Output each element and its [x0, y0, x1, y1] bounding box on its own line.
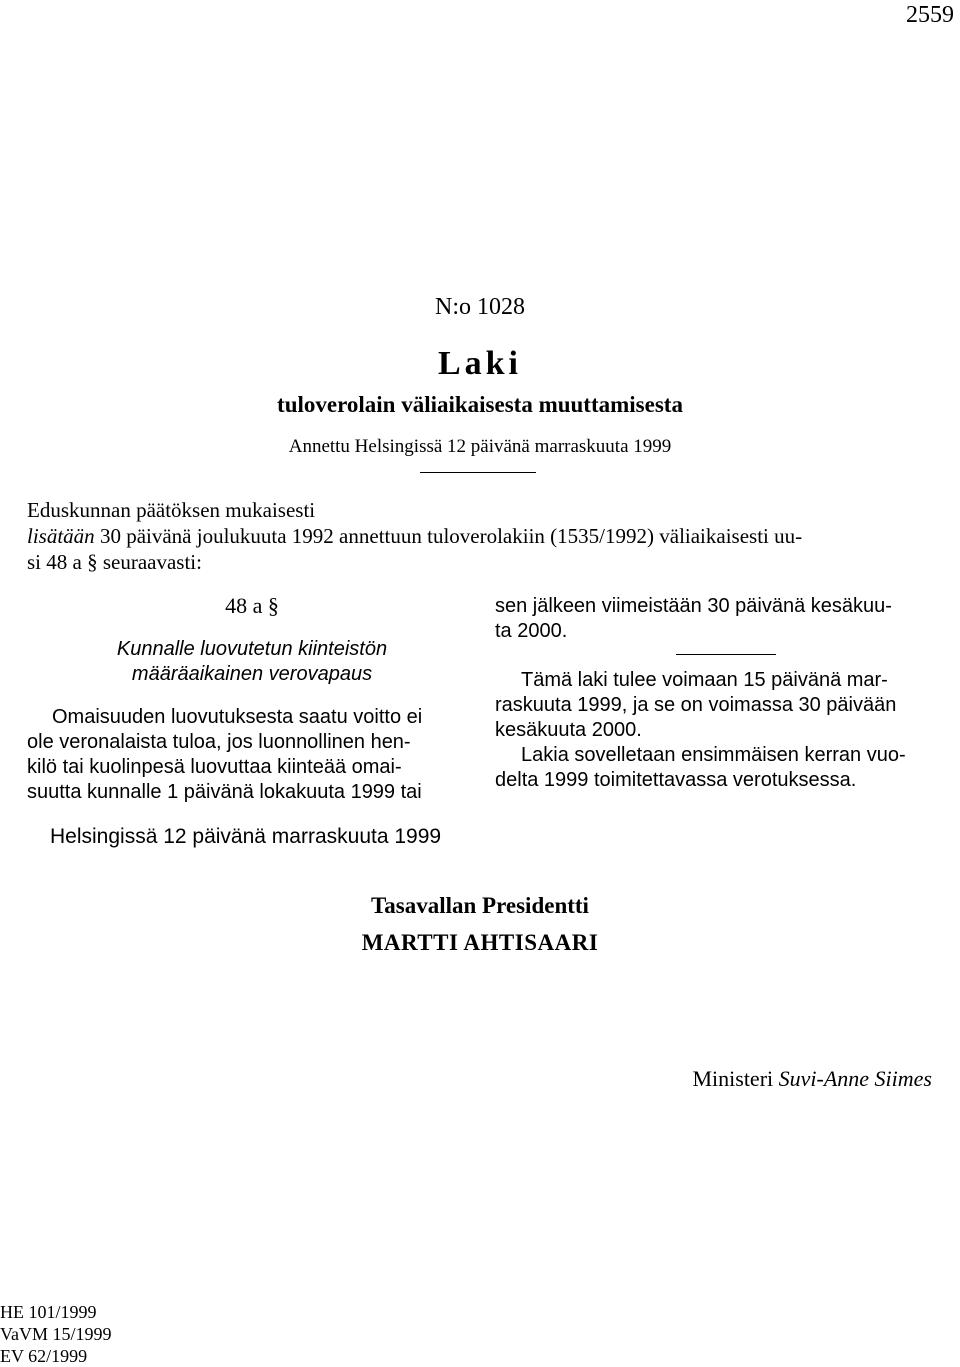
intro-line-3: si 48 a § seuraavasti:	[27, 550, 202, 574]
section-heading-line-1: Kunnalle luovutetun kiinteistön	[116, 638, 388, 660]
president-title: Tasavallan Presidentti	[371, 893, 589, 918]
section-text-line-4: suutta kunnalle 1 päivänä lokakuuta 1999 tai	[27, 781, 422, 803]
force-text-line-3: kesäkuuta 2000.	[495, 719, 642, 741]
law-subtitle: tuloverolain väliaikaisesta muuttamisesta	[277, 392, 683, 417]
references-block	[0, 1301, 112, 1367]
section-text-line-5: sen jälkeen viimeistään 30 päivänä kesäkuu-	[495, 595, 892, 617]
signing-place-date: Helsingissä 12 päivänä marraskuuta 1999	[50, 825, 442, 848]
force-text-line-1: Tämä laki tulee voimaan 15 päivänä mar-	[521, 669, 888, 691]
reference-he: HE 101/1999	[0, 1302, 97, 1322]
apply-text-line-1: Lakia sovelletaan ensimmäisen kerran vuo-	[521, 744, 906, 766]
document-number: N:o 1028	[435, 294, 525, 320]
section-text-line-6: ta 2000.	[495, 620, 568, 642]
president-name: MARTTI AHTISAARI	[361, 930, 599, 955]
reference-vavm: VaVM 15/1999	[0, 1324, 112, 1344]
intro-line-1: Eduskunnan päätöksen mukaisesti	[27, 498, 316, 522]
reference-ev: EV 62/1999	[0, 1346, 88, 1366]
section-number: 48 a §	[225, 593, 279, 618]
minister-signature	[692, 1066, 932, 1092]
title-divider	[420, 472, 536, 473]
minister-name: Suvi-Anne Siimes	[778, 1066, 932, 1091]
page-number: 2559	[906, 2, 954, 28]
intro-line-2-text: 30 päivänä joulukuuta 1992 annettuun tuloverolakiin (1535/1992) väliaikaisesti uu-	[94, 524, 803, 548]
section-text-line-1: Omaisuuden luovutuksesta saatu voitto ei	[52, 706, 423, 728]
law-title: Laki	[437, 345, 523, 382]
minister-label: Ministeri	[692, 1066, 774, 1091]
apply-text-line-2: delta 1999 toimitettavassa verotuksessa.	[495, 769, 857, 791]
intro-verb: lisätään	[27, 524, 95, 548]
section-text-line-3: kilö tai kuolinpesä luovuttaa kiinteää omai-	[27, 756, 402, 778]
intro-line-2	[27, 524, 802, 549]
force-text-line-2: raskuuta 1999, ja se on voimassa 30 päivään	[495, 694, 897, 716]
section-divider	[676, 654, 776, 655]
given-date-line: Annettu Helsingissä 12 päivänä marraskuuta 1999	[288, 436, 672, 457]
section-heading-line-2: määräaikainen verovapaus	[131, 663, 373, 685]
section-text-line-2: ole veronalaista tuloa, jos luonnollinen hen-	[27, 731, 411, 753]
